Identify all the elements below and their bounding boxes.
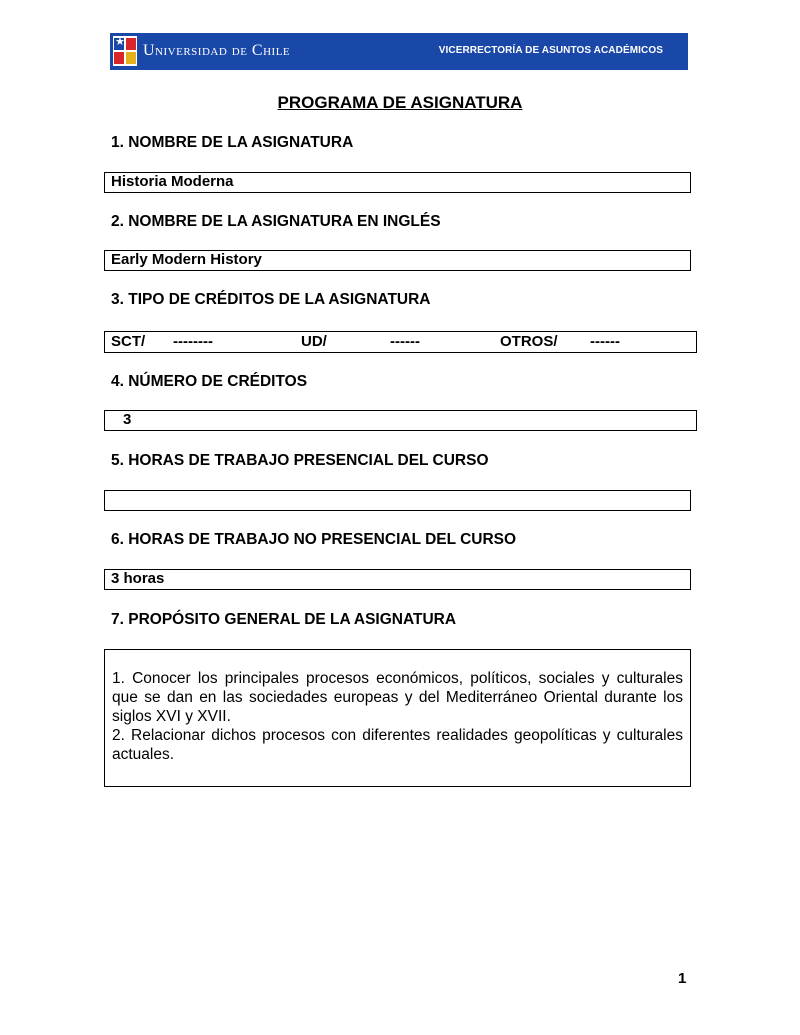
- section-4-heading: 4. NÚMERO DE CRÉDITOS: [111, 373, 308, 390]
- sct-value: --------: [173, 333, 213, 350]
- office-name: VICERRECTORÍA DE ASUNTOS ACADÉMICOS: [438, 45, 663, 56]
- section-6-heading: 6. HORAS DE TRABAJO NO PRESENCIAL DEL CURSO: [111, 531, 517, 548]
- ud-value: ------: [390, 333, 420, 350]
- page-number: 1: [678, 970, 687, 987]
- section-3-heading: 3. TIPO DE CRÉDITOS DE LA ASIGNATURA: [111, 291, 431, 308]
- credits-number-field: 3: [104, 410, 697, 431]
- sct-label: SCT/: [111, 333, 146, 350]
- section-7-heading: 7. PROPÓSITO GENERAL DE LA ASIGNATURA: [111, 611, 457, 628]
- purpose-paragraph-1: 1. Conocer los principales procesos económicos, políticos, sociales y culturales que se dan en las sociedades europeas y del Mediterráneo Oriental durante los siglos XVI y XVII.: [112, 670, 683, 725]
- otros-value: ------: [590, 333, 620, 350]
- section-2-heading: 2. NOMBRE DE LA ASIGNATURA EN INGLÉS: [111, 213, 441, 230]
- course-name-field: Historia Moderna: [104, 172, 691, 193]
- section-1-heading: 1. NOMBRE DE LA ASIGNATURA: [111, 134, 354, 151]
- course-name-english-field: Early Modern History: [104, 250, 691, 271]
- ud-label: UD/: [301, 333, 327, 350]
- credit-types-field: [104, 331, 697, 353]
- non-presential-hours-field: 3 horas: [104, 569, 691, 590]
- document-title: PROGRAMA DE ASIGNATURA: [277, 93, 523, 112]
- presential-hours-field: [104, 490, 691, 511]
- university-crest-icon: ★: [113, 36, 137, 66]
- university-name: Universidad de Chile: [143, 42, 291, 59]
- otros-label: OTROS/: [500, 333, 558, 350]
- purpose-paragraph-2: 2. Relacionar dichos procesos con diferentes realidades geopolíticas y culturales actuales.: [112, 727, 683, 763]
- header-banner: [110, 33, 688, 70]
- section-5-heading: 5. HORAS DE TRABAJO PRESENCIAL DEL CURSO: [111, 452, 489, 469]
- purpose-field: [104, 649, 691, 787]
